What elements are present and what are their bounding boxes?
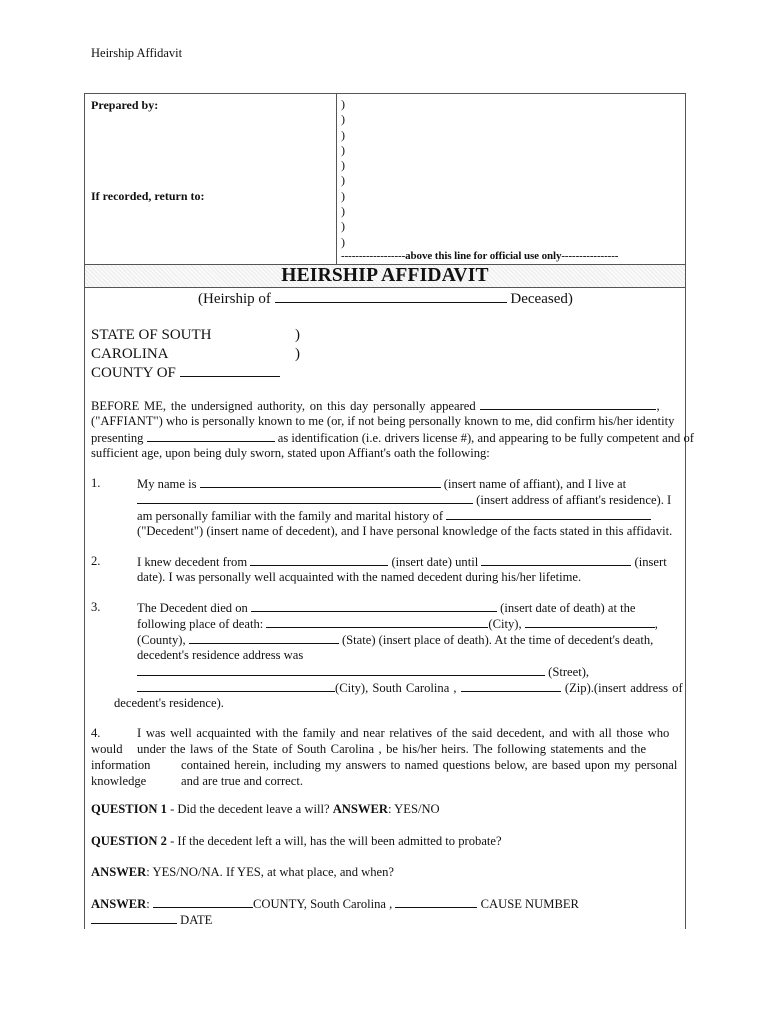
item1-line4: ("Decedent") (insert name of decedent), and I have personal knowledge of the facts stated in this affidavit. bbox=[137, 524, 673, 538]
item3-line7: decedent's residence). bbox=[114, 696, 224, 710]
item2-line2: date). I was personally well acquainted with the named decedent during his/her lifetime. bbox=[137, 570, 582, 584]
paren-mark: ) bbox=[341, 142, 345, 157]
affiant-name-blank[interactable] bbox=[200, 476, 441, 488]
death-date-blank[interactable] bbox=[251, 600, 497, 612]
paren-mark: ) bbox=[341, 204, 345, 219]
death-extra-blank[interactable] bbox=[525, 616, 655, 628]
answer2-text[interactable]: : YES/NO/NA. If YES, at what place, and when? bbox=[146, 865, 395, 879]
item4-line3a: information bbox=[91, 758, 151, 772]
official-use-line: ------------------above this line for official use only---------------- bbox=[341, 250, 619, 262]
paren-mark: ) bbox=[341, 97, 345, 111]
answer2 bbox=[91, 865, 394, 880]
recording-info-box bbox=[85, 94, 337, 264]
question2-label: QUESTION 2 bbox=[91, 834, 167, 848]
decedent-name-blank[interactable] bbox=[446, 508, 651, 520]
intro-text: as identification (i.e. drivers license #), and appearing to be fully competent and of bbox=[277, 431, 694, 445]
item3-line3 bbox=[137, 632, 653, 648]
item1-line2 bbox=[137, 492, 671, 508]
item3-line6 bbox=[137, 680, 681, 696]
item4-number: 4. bbox=[91, 726, 101, 740]
start-date-blank[interactable] bbox=[250, 554, 388, 566]
item-text: (County), bbox=[137, 633, 186, 647]
item-text: (Street), bbox=[548, 665, 590, 679]
paren-mark: ) bbox=[341, 112, 345, 127]
paren-mark: ) bbox=[341, 158, 345, 173]
item-text: (insert name of affiant), and I live at bbox=[443, 477, 627, 491]
item3-line2 bbox=[137, 616, 658, 632]
item-text: (insert bbox=[634, 555, 667, 569]
paren-mark: ) bbox=[341, 173, 345, 188]
item-text: (insert date of death) at the bbox=[500, 601, 636, 615]
item3-line5 bbox=[137, 664, 589, 680]
question1-label: QUESTION 1 bbox=[91, 802, 167, 816]
subtitle-end: Deceased) bbox=[510, 291, 573, 307]
intro-comma: , bbox=[656, 399, 660, 413]
item3-line4: decedent's residence address was bbox=[137, 648, 304, 662]
state-paren: ) bbox=[295, 346, 300, 362]
answer3-line2 bbox=[91, 912, 212, 928]
item-text: (Zip).(insert address of bbox=[564, 681, 683, 695]
item4-line3b: contained herein, including my answers to named questions below, are based upon my personal bbox=[181, 758, 678, 772]
state-line2: CAROLINA bbox=[91, 346, 169, 362]
death-county-blank[interactable] bbox=[189, 632, 339, 644]
intro-line4: sufficient age, upon being duly sworn, stated upon Affiant's oath the following: bbox=[91, 446, 490, 460]
question1-answer[interactable]: : YES/NO bbox=[387, 802, 440, 816]
paren-mark: ) bbox=[341, 234, 345, 249]
paren-mark: ) bbox=[341, 127, 345, 142]
item-text: (City), South Carolina , bbox=[335, 681, 457, 695]
title-band bbox=[85, 264, 685, 288]
residence-street-blank[interactable] bbox=[137, 664, 545, 676]
item-text: I knew decedent from bbox=[137, 555, 248, 569]
answer3-cause: CAUSE NUMBER bbox=[480, 897, 579, 911]
question1 bbox=[91, 802, 440, 817]
item-text: (insert date) until bbox=[391, 555, 479, 569]
answer-label: ANSWER bbox=[91, 897, 147, 911]
cause-number-blank[interactable] bbox=[395, 896, 477, 908]
intro-line2: ("AFFIANT") who is personally known to me (or, if not being personally known to me, did confirm his/her identity bbox=[91, 414, 675, 428]
document-title: HEIRSHIP AFFIDAVIT bbox=[281, 265, 489, 286]
county-label: COUNTY OF bbox=[91, 365, 176, 381]
state-line1: STATE OF SOUTH bbox=[91, 327, 212, 343]
intro-text: presenting bbox=[91, 431, 144, 445]
affiant-name-blank[interactable] bbox=[480, 398, 656, 410]
paren-mark: ) bbox=[341, 219, 345, 234]
item1-number: 1. bbox=[91, 476, 101, 490]
answer-sep: : bbox=[146, 897, 150, 911]
item-text: , bbox=[654, 617, 658, 631]
item-text: following place of death: bbox=[137, 617, 264, 631]
page-header: Heirship Affidavit bbox=[91, 46, 183, 60]
item4-line2b: under the laws of the State of South Carolina , be his/her heirs. The following statements and the bbox=[137, 742, 647, 756]
item-text: The Decedent died on bbox=[137, 601, 248, 615]
return-to-label: If recorded, return to: bbox=[91, 189, 205, 203]
item-text: My name is bbox=[137, 477, 197, 491]
residence-city-blank[interactable] bbox=[137, 680, 335, 692]
item3-line1 bbox=[137, 600, 636, 616]
question2 bbox=[91, 834, 502, 849]
question2-text: - If the decedent left a will, has the will been admitted to probate? bbox=[166, 834, 502, 848]
death-city-blank[interactable] bbox=[266, 616, 488, 628]
item-text: (City), bbox=[488, 617, 522, 631]
county-line bbox=[91, 365, 280, 382]
probate-county-blank[interactable] bbox=[153, 896, 253, 908]
subtitle-start: (Heirship of bbox=[198, 291, 271, 307]
paren-mark: ) bbox=[341, 188, 345, 203]
item4-line2a: would bbox=[91, 742, 123, 756]
item-text: (State) (insert place of death). At the time of decedent's death, bbox=[341, 633, 654, 647]
subtitle bbox=[198, 291, 573, 308]
residence-zip-blank[interactable] bbox=[461, 680, 561, 692]
item4-line4a: knowledge bbox=[91, 774, 147, 788]
probate-date-blank[interactable] bbox=[91, 912, 177, 924]
item-text: (insert address of affiant's residence). I bbox=[476, 493, 672, 507]
answer3-line1 bbox=[91, 896, 579, 912]
answer3-county: COUNTY, South Carolina , bbox=[252, 897, 393, 911]
item2-line1 bbox=[137, 554, 667, 570]
county-blank[interactable] bbox=[180, 365, 280, 377]
item-text: am personally familiar with the family and marital history of bbox=[137, 509, 444, 523]
intro-line1 bbox=[91, 398, 681, 414]
decedent-name-blank[interactable] bbox=[275, 291, 507, 303]
answer-label: ANSWER bbox=[91, 865, 147, 879]
intro-text: BEFORE ME, the undersigned authority, on this day personally appeared bbox=[91, 399, 476, 413]
item4-line4b: and are true and correct. bbox=[181, 774, 304, 788]
answer3-date: DATE bbox=[180, 913, 213, 927]
item3-number: 3. bbox=[91, 600, 101, 614]
intro-line3 bbox=[91, 430, 694, 446]
prepared-by-label: Prepared by: bbox=[91, 98, 159, 112]
item1-line3 bbox=[137, 508, 651, 524]
identification-blank[interactable] bbox=[147, 430, 275, 442]
end-date-blank[interactable] bbox=[481, 554, 631, 566]
item2-number: 2. bbox=[91, 554, 101, 568]
item1-line1 bbox=[137, 476, 626, 492]
affidavit-form bbox=[84, 93, 694, 929]
paren-column bbox=[341, 97, 345, 250]
affiant-address-blank[interactable] bbox=[137, 492, 473, 504]
item4-line1: I was well acquainted with the family and near relatives of the said decedent, and with all those who bbox=[137, 726, 670, 740]
question1-text: - Did the decedent leave a will? bbox=[166, 802, 333, 816]
state-paren: ) bbox=[295, 327, 300, 343]
answer-label: ANSWER bbox=[332, 802, 388, 816]
